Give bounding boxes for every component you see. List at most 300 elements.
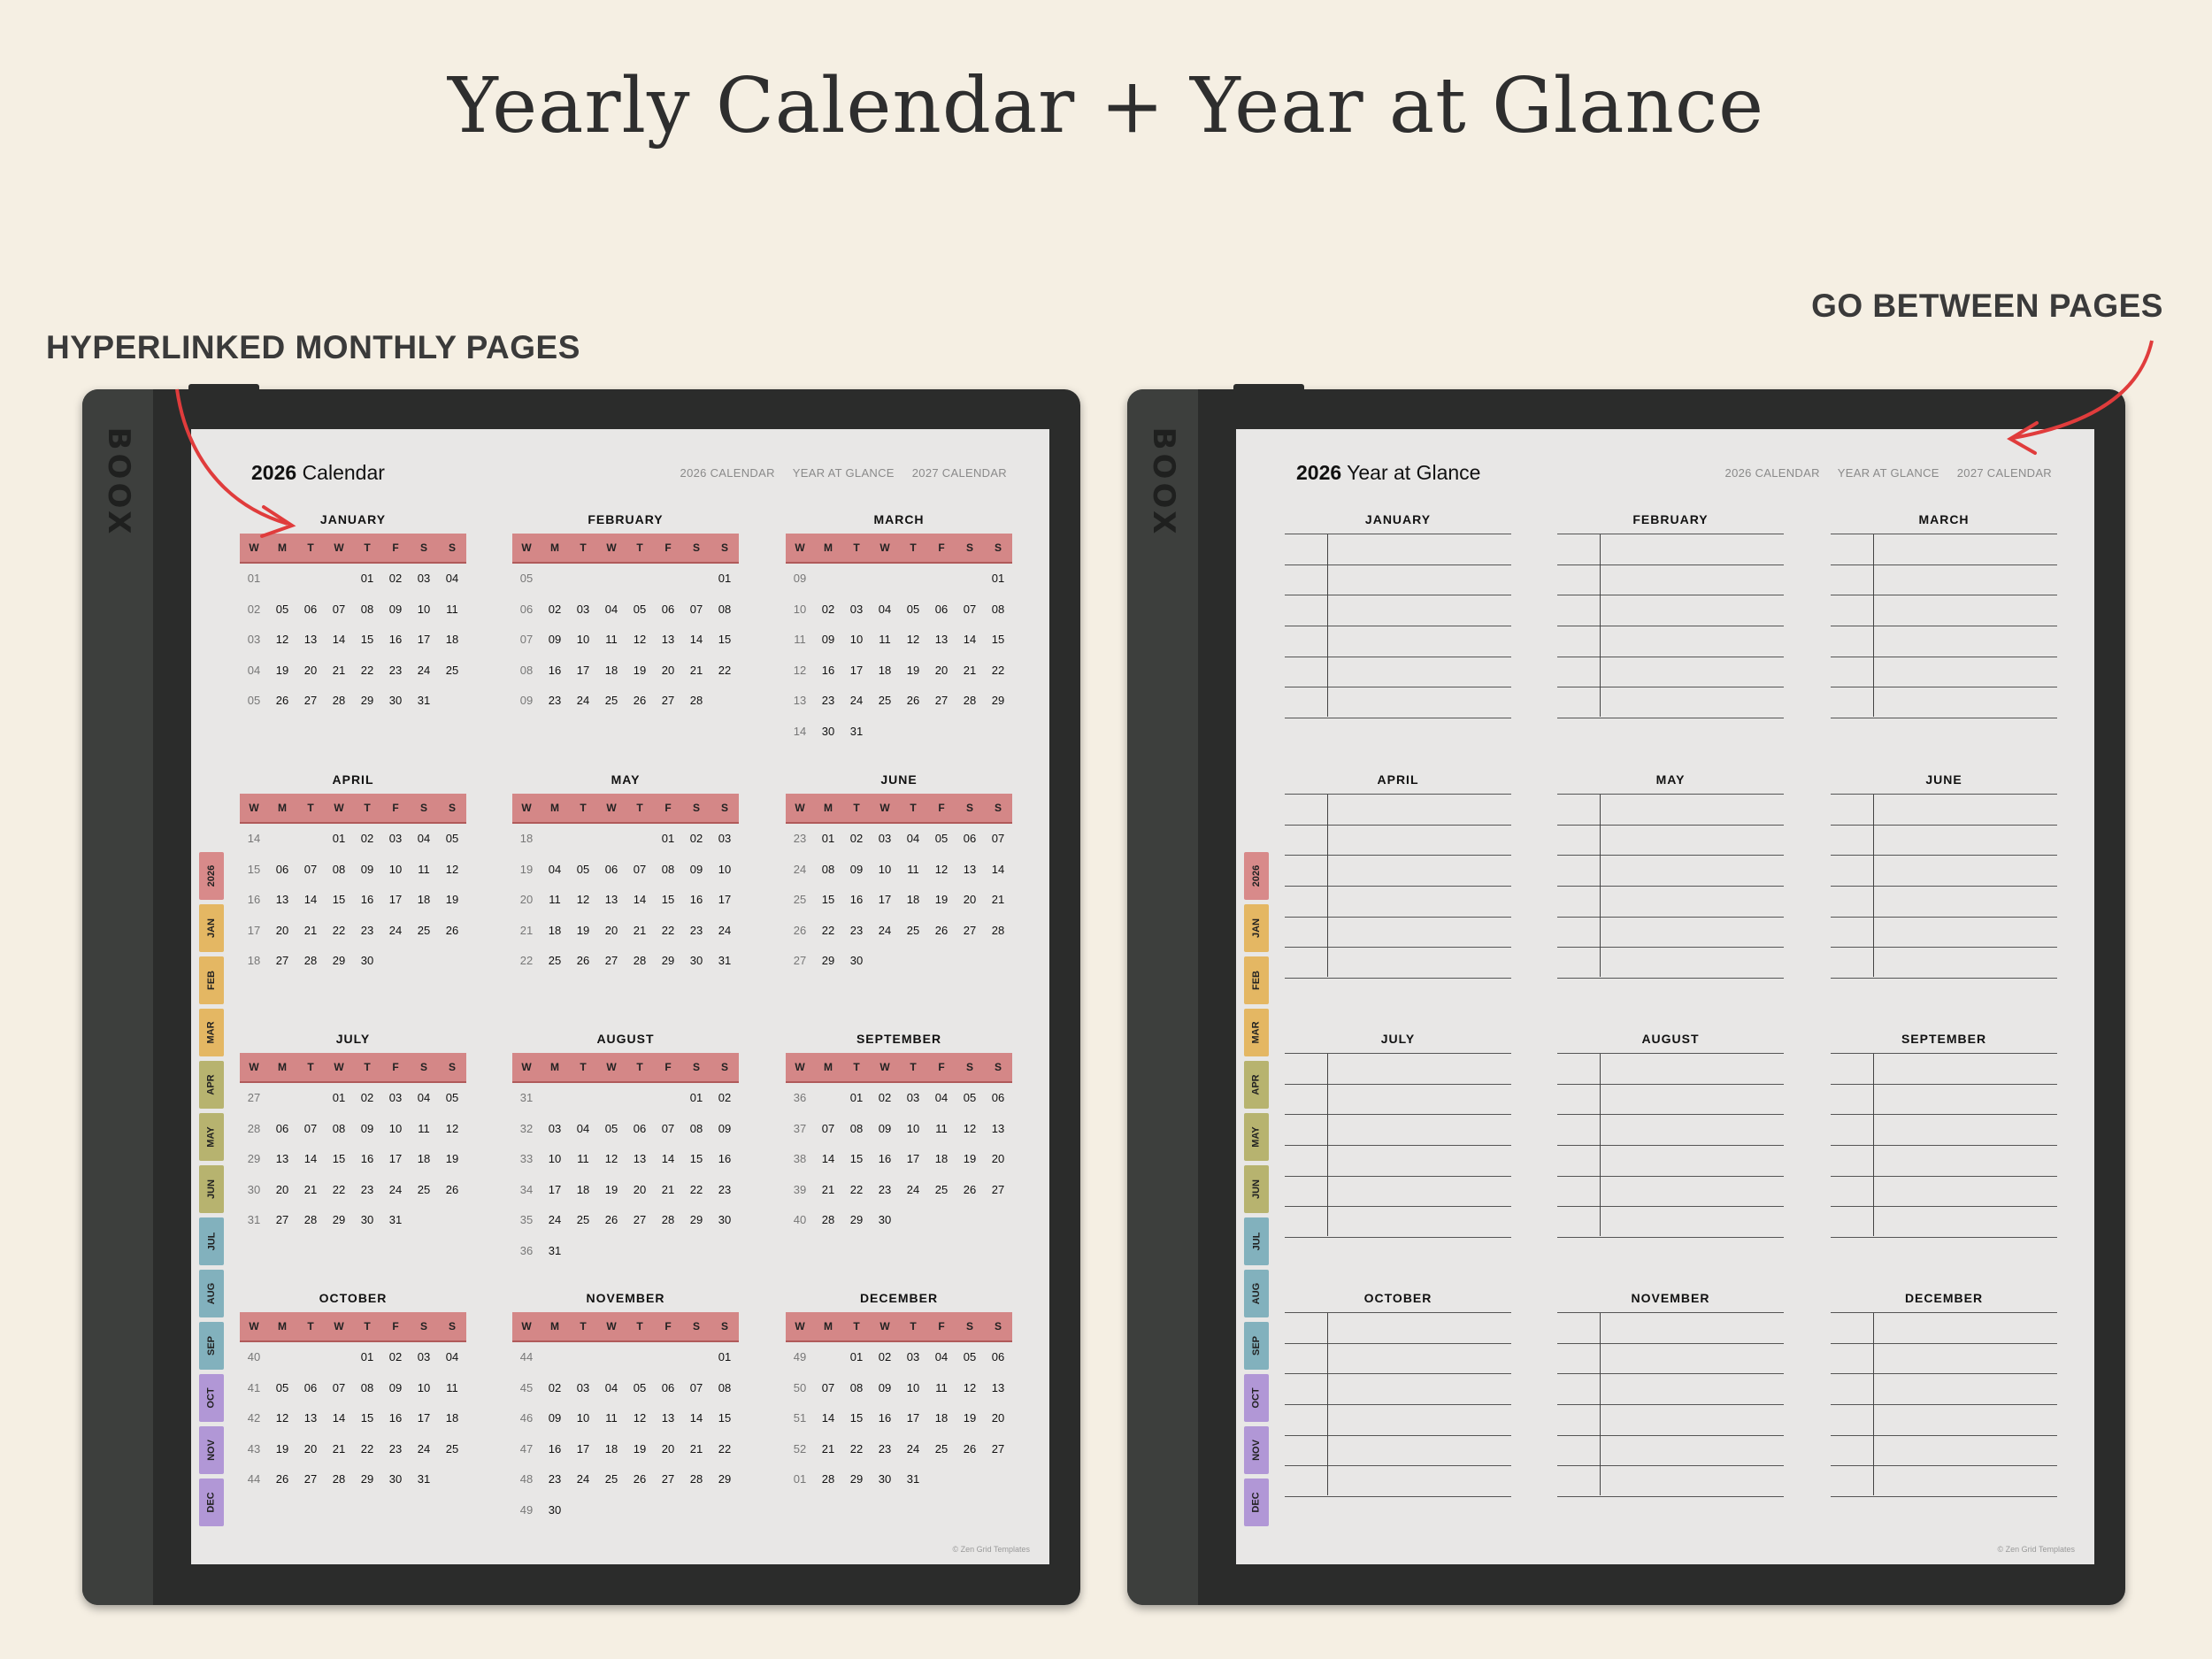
day-cell: 08 (360, 1380, 374, 1394)
day-cell: 22 (689, 1182, 703, 1196)
month-name[interactable]: SEPTEMBER (1901, 1032, 1987, 1046)
week-number[interactable]: 09 (519, 694, 534, 707)
week-number[interactable]: 11 (794, 633, 806, 646)
day-cell: 24 (388, 923, 403, 937)
writing-line (1285, 918, 1511, 949)
day-cell: 12 (963, 1380, 977, 1394)
tab-jan[interactable] (199, 904, 224, 952)
nav-link-2027-calendar[interactable]: 2027 CALENDAR (911, 466, 1007, 480)
month-name[interactable]: MAY (611, 772, 641, 787)
tab-sep[interactable] (1244, 1322, 1269, 1370)
tab-jul[interactable] (199, 1217, 224, 1265)
month-june[interactable] (786, 772, 1012, 977)
writing-lines[interactable] (1831, 1312, 2057, 1495)
day-cell: 17 (417, 1411, 431, 1425)
month-name[interactable]: FEBRUARY (588, 512, 664, 526)
month-name[interactable]: JANUARY (1364, 512, 1432, 526)
writing-line (1557, 534, 1784, 565)
week-number[interactable]: 44 (247, 1472, 261, 1486)
tab-sep[interactable] (199, 1322, 224, 1370)
day-cell: 03 (718, 832, 732, 845)
week-number[interactable]: 41 (247, 1380, 261, 1394)
week-number[interactable]: 09 (793, 572, 807, 585)
tab-dec[interactable] (1244, 1479, 1269, 1526)
glance-september[interactable] (1831, 1032, 2057, 1236)
day-cell (871, 564, 899, 595)
month-name[interactable]: JANUARY (319, 512, 387, 526)
day-cell: 17 (906, 1411, 920, 1425)
copyright: © Zen Grid Templates (1997, 1545, 2075, 1554)
writing-line (1831, 1054, 2057, 1085)
day-cell (899, 946, 927, 977)
glance-january[interactable] (1285, 512, 1511, 717)
glance-june[interactable] (1831, 772, 2057, 977)
tab-2026[interactable] (199, 852, 224, 900)
glance-july[interactable] (1285, 1032, 1511, 1236)
month-november[interactable] (512, 1291, 739, 1525)
day-cell: 16 (821, 663, 835, 677)
writing-line (1831, 1177, 2057, 1208)
month-october[interactable] (240, 1291, 466, 1495)
week-row (240, 1434, 466, 1465)
day-cell: 06 (661, 1380, 675, 1394)
week-number[interactable]: 48 (519, 1472, 534, 1486)
day-cell: 06 (963, 832, 977, 845)
day-cell (626, 1495, 654, 1526)
month-july[interactable] (240, 1032, 466, 1236)
day-cell (984, 717, 1012, 748)
day-cell: 29 (360, 1472, 374, 1486)
tab-may[interactable] (1244, 1113, 1269, 1161)
week-number[interactable]: 18 (247, 954, 261, 967)
weekday-label: W (249, 541, 259, 554)
month-tabs (199, 852, 226, 1531)
week-number[interactable]: 38 (793, 1152, 807, 1165)
week-number[interactable]: 45 (519, 1380, 534, 1394)
day-cell (899, 1205, 927, 1236)
tab-may[interactable] (199, 1113, 224, 1161)
tab-label: MAR (1251, 1021, 1262, 1044)
day-cell: 25 (878, 694, 892, 707)
day-cell: 28 (689, 1472, 703, 1486)
day-cell: 12 (275, 1411, 289, 1425)
month-name[interactable]: JULY (1380, 1032, 1416, 1046)
writing-lines[interactable] (1557, 534, 1784, 717)
month-name[interactable]: APRIL (332, 772, 374, 787)
day-cell (654, 1083, 682, 1114)
month-september[interactable] (786, 1032, 1012, 1236)
week-number[interactable]: 46 (519, 1411, 534, 1425)
weekday-label: S (994, 1061, 1002, 1073)
week-number[interactable]: 10 (793, 602, 807, 616)
glance-april[interactable] (1285, 772, 1511, 977)
week-number[interactable]: 19 (519, 862, 534, 876)
day-cell: 05 (963, 1350, 977, 1363)
day-cell: 02 (849, 832, 864, 845)
week-row (786, 1205, 1012, 1236)
week-number[interactable]: 08 (519, 663, 534, 677)
day-cell (956, 1464, 984, 1495)
week-number[interactable]: 03 (247, 633, 261, 646)
month-december[interactable] (786, 1291, 1012, 1495)
week-row (240, 1205, 466, 1236)
month-august[interactable] (512, 1032, 739, 1266)
day-cell: 19 (604, 1182, 618, 1196)
writing-line (1285, 948, 1511, 979)
week-number[interactable]: 44 (519, 1350, 534, 1363)
week-number[interactable]: 42 (247, 1411, 261, 1425)
month-name[interactable]: MARCH (1918, 512, 1970, 526)
nav-link-2027-calendar[interactable]: 2027 CALENDAR (1956, 466, 2052, 480)
week-number[interactable]: 01 (247, 572, 261, 585)
glance-march[interactable] (1831, 512, 2057, 717)
month-name[interactable]: APRIL (1377, 772, 1419, 787)
tab-apr[interactable] (1244, 1061, 1269, 1109)
writing-line (1557, 1207, 1784, 1238)
day-cell: 06 (633, 1121, 647, 1135)
week-number[interactable]: 31 (519, 1091, 534, 1104)
writing-line (1285, 626, 1511, 657)
week-number[interactable]: 05 (519, 572, 534, 585)
week-number[interactable]: 21 (519, 923, 534, 937)
day-cell: 28 (332, 694, 346, 707)
day-cell: 08 (718, 1380, 732, 1394)
writing-lines[interactable] (1285, 794, 1511, 977)
week-number[interactable]: 02 (247, 602, 261, 616)
week-number[interactable]: 50 (793, 1380, 807, 1394)
month-name[interactable]: OCTOBER (1363, 1291, 1432, 1305)
month-name[interactable]: SEPTEMBER (856, 1032, 942, 1046)
tab-nov[interactable] (199, 1426, 224, 1474)
day-cell: 15 (689, 1152, 703, 1165)
glance-november[interactable] (1557, 1291, 1784, 1495)
week-number[interactable]: 13 (793, 694, 807, 707)
writing-lines[interactable] (1285, 1053, 1511, 1236)
week-number[interactable]: 37 (793, 1121, 807, 1135)
week-number[interactable]: 28 (247, 1121, 261, 1135)
day-cell: 20 (661, 663, 675, 677)
week-number[interactable]: 20 (519, 893, 534, 906)
day-cell (268, 564, 296, 595)
week-number[interactable]: 36 (793, 1091, 807, 1104)
month-name[interactable]: DECEMBER (1904, 1291, 1984, 1305)
nav-link-2026-calendar[interactable]: 2026 CALENDAR (1724, 466, 1820, 480)
writing-lines[interactable] (1285, 534, 1511, 717)
tab-feb[interactable] (199, 956, 224, 1004)
day-cell: 13 (991, 1121, 1005, 1135)
month-name[interactable]: FEBRUARY (1632, 512, 1709, 526)
week-number[interactable]: 18 (519, 832, 534, 845)
tab-apr[interactable] (199, 1061, 224, 1109)
month-name[interactable]: JUNE (1925, 772, 1962, 787)
day-cell: 29 (849, 1472, 864, 1486)
month-name[interactable]: DECEMBER (859, 1291, 939, 1305)
week-number[interactable]: 26 (793, 923, 807, 937)
nav-link-year-at-glance[interactable]: YEAR AT GLANCE (1837, 466, 1939, 480)
month-name[interactable]: AUGUST (1641, 1032, 1700, 1046)
week-number[interactable]: 36 (519, 1243, 534, 1257)
day-cell: 24 (718, 923, 732, 937)
day-cell: 26 (934, 923, 949, 937)
month-name[interactable]: MAY (1655, 772, 1686, 787)
month-may[interactable] (512, 772, 739, 977)
day-cell: 16 (360, 893, 374, 906)
day-cell: 08 (849, 1121, 864, 1135)
week-number[interactable]: 23 (793, 832, 807, 845)
writing-line (1557, 856, 1784, 887)
weekday-label: S (965, 1320, 973, 1333)
tab-jun[interactable] (1244, 1165, 1269, 1213)
day-cell: 15 (718, 1411, 732, 1425)
month-name[interactable]: JULY (335, 1032, 371, 1046)
week-number[interactable]: 14 (247, 832, 261, 845)
tab-aug[interactable] (199, 1270, 224, 1317)
month-name[interactable]: MARCH (873, 512, 925, 526)
day-cell: 08 (849, 1380, 864, 1394)
weekday-label: W (249, 1061, 259, 1073)
tab-feb[interactable] (1244, 956, 1269, 1004)
week-number[interactable]: 33 (519, 1152, 534, 1165)
week-number[interactable]: 34 (519, 1182, 534, 1196)
day-cell (597, 824, 626, 855)
day-cell: 27 (275, 1213, 289, 1226)
week-number[interactable]: 32 (519, 1121, 534, 1135)
week-number[interactable]: 16 (247, 893, 261, 906)
week-number[interactable]: 06 (519, 602, 534, 616)
week-number[interactable]: 05 (247, 694, 261, 707)
week-number[interactable]: 40 (793, 1213, 807, 1226)
week-number[interactable]: 51 (793, 1411, 807, 1425)
writing-line (1285, 1466, 1511, 1497)
day-cell: 02 (360, 1091, 374, 1104)
weekday-label: S (419, 1061, 427, 1073)
day-cell: 07 (303, 862, 318, 876)
day-cell: 06 (991, 1350, 1005, 1363)
writing-line (1557, 1115, 1784, 1146)
writing-lines[interactable] (1831, 1053, 2057, 1236)
writing-lines[interactable] (1557, 794, 1784, 977)
glance-may[interactable] (1557, 772, 1784, 977)
day-cell (814, 564, 842, 595)
day-cell: 13 (991, 1380, 1005, 1394)
day-cell: 08 (332, 1121, 346, 1135)
day-cell: 28 (633, 954, 647, 967)
tab-oct[interactable] (1244, 1374, 1269, 1422)
tab-label: NOV (1251, 1440, 1262, 1461)
tab-label: AUG (205, 1282, 217, 1305)
week-row (786, 946, 1012, 977)
glance-february[interactable] (1557, 512, 1784, 717)
day-cell: 04 (604, 1380, 618, 1394)
page-title: Yearly Calendar + Year at Glance (447, 62, 1765, 150)
week-row (512, 1495, 739, 1526)
day-cell: 16 (878, 1411, 892, 1425)
writing-lines[interactable] (1557, 1312, 1784, 1495)
weekday-label: T (307, 802, 314, 814)
weekday-label: W (795, 1061, 805, 1073)
week-number[interactable]: 40 (247, 1350, 261, 1363)
weekday-label: W (795, 802, 805, 814)
day-cell: 14 (633, 893, 647, 906)
nav-link-year-at-glance[interactable]: YEAR AT GLANCE (792, 466, 895, 480)
day-cell: 23 (849, 923, 864, 937)
tab-oct[interactable] (199, 1374, 224, 1422)
copyright: © Zen Grid Templates (952, 1545, 1030, 1554)
day-cell: 18 (604, 1441, 618, 1455)
week-row (786, 564, 1012, 595)
day-cell: 30 (689, 954, 703, 967)
date-column-divider (1873, 795, 1874, 977)
writing-line (1831, 595, 2057, 626)
day-cell: 11 (577, 1152, 589, 1165)
day-cell: 03 (388, 1091, 403, 1104)
week-number[interactable]: 24 (793, 862, 807, 876)
week-number[interactable]: 47 (519, 1441, 534, 1455)
week-row (786, 656, 1012, 687)
week-row (240, 656, 466, 687)
week-row (512, 855, 739, 886)
day-cell: 04 (878, 602, 892, 616)
week-row (512, 1403, 739, 1434)
weekday-label: M (550, 541, 559, 554)
week-number[interactable]: 49 (793, 1350, 807, 1363)
day-cell: 30 (360, 1213, 374, 1226)
day-cell: 29 (821, 954, 835, 967)
tab-mar[interactable] (1244, 1009, 1269, 1056)
month-february[interactable] (512, 512, 739, 717)
week-number[interactable]: 52 (793, 1441, 807, 1455)
day-cell (871, 717, 899, 748)
day-cell (410, 1205, 438, 1236)
week-number[interactable]: 22 (519, 954, 534, 967)
month-tabs (1244, 852, 1271, 1531)
day-cell (710, 1236, 739, 1267)
day-cell: 16 (718, 1152, 732, 1165)
week-number[interactable]: 30 (247, 1182, 261, 1196)
week-number[interactable]: 29 (247, 1152, 261, 1165)
day-cell: 07 (991, 832, 1005, 845)
writing-lines[interactable] (1831, 534, 2057, 717)
tab-label: DEC (1250, 1492, 1262, 1513)
week-number[interactable]: 27 (247, 1091, 261, 1104)
day-cell: 03 (906, 1091, 920, 1104)
week-number[interactable]: 14 (793, 724, 807, 738)
day-cell: 03 (388, 832, 403, 845)
date-column-divider (1873, 1313, 1874, 1495)
week-number[interactable]: 15 (247, 862, 261, 876)
week-number[interactable]: 49 (519, 1502, 534, 1517)
day-cell: 13 (303, 633, 318, 646)
writing-lines[interactable] (1831, 794, 2057, 977)
weekday-label: S (448, 1061, 456, 1073)
weekday-label: T (580, 1061, 587, 1073)
month-name[interactable]: NOVEMBER (1631, 1291, 1710, 1305)
day-cell (381, 946, 410, 977)
month-april[interactable] (240, 772, 466, 977)
tab-dec[interactable] (199, 1479, 224, 1526)
weekday-label: T (853, 1320, 860, 1333)
day-cell: 06 (661, 602, 675, 616)
tab-jul[interactable] (1244, 1217, 1269, 1265)
week-row (240, 946, 466, 977)
writing-lines[interactable] (1285, 1312, 1511, 1495)
month-name[interactable]: AUGUST (596, 1032, 655, 1046)
glance-august[interactable] (1557, 1032, 1784, 1236)
day-cell: 02 (878, 1350, 892, 1363)
week-number[interactable]: 27 (793, 954, 807, 967)
day-cell: 18 (934, 1152, 949, 1165)
power-button (1233, 384, 1304, 391)
day-cell: 27 (991, 1182, 1005, 1196)
month-march[interactable] (786, 512, 1012, 747)
week-row (240, 1144, 466, 1175)
nav-link-2026-calendar[interactable]: 2026 CALENDAR (680, 466, 775, 480)
tab-nov[interactable] (1244, 1426, 1269, 1474)
day-cell: 28 (821, 1213, 835, 1226)
day-cell: 29 (849, 1213, 864, 1226)
month-name[interactable]: NOVEMBER (586, 1291, 665, 1305)
day-cell (268, 1342, 296, 1373)
week-number[interactable]: 01 (793, 1472, 807, 1486)
day-cell: 30 (849, 954, 864, 967)
day-cell: 18 (548, 923, 562, 937)
tablet-device-calendar (82, 389, 1080, 1605)
week-number[interactable]: 31 (247, 1213, 261, 1226)
glance-october[interactable] (1285, 1291, 1511, 1495)
weekday-header (240, 534, 466, 564)
writing-line (1557, 918, 1784, 949)
day-cell: 27 (604, 954, 618, 967)
writing-line (1831, 795, 2057, 826)
month-january[interactable] (240, 512, 466, 717)
week-number[interactable]: 35 (519, 1213, 534, 1226)
day-cell: 02 (388, 572, 403, 585)
tab-jan[interactable] (1244, 904, 1269, 952)
tab-label: APR (1250, 1074, 1262, 1095)
writing-line (1831, 1146, 2057, 1177)
day-cell: 07 (661, 1121, 675, 1135)
day-cell (325, 564, 353, 595)
week-number[interactable]: 07 (519, 633, 534, 646)
week-number[interactable]: 04 (247, 663, 261, 677)
day-cell: 17 (906, 1152, 920, 1165)
week-number[interactable]: 17 (247, 923, 261, 937)
week-number[interactable]: 43 (247, 1441, 261, 1455)
week-number[interactable]: 25 (793, 893, 807, 906)
day-cell: 10 (417, 602, 431, 616)
weekday-label: S (965, 541, 973, 554)
week-number[interactable]: 39 (793, 1182, 807, 1196)
week-number[interactable]: 12 (793, 663, 807, 677)
tab-2026[interactable] (1244, 852, 1269, 900)
month-name[interactable]: JUNE (880, 772, 918, 787)
day-cell: 04 (417, 832, 431, 845)
week-row (512, 1175, 739, 1206)
glance-december[interactable] (1831, 1291, 2057, 1495)
tab-mar[interactable] (199, 1009, 224, 1056)
weekday-header (240, 794, 466, 824)
month-name[interactable]: OCTOBER (319, 1291, 388, 1305)
week-row (512, 1144, 739, 1175)
day-cell: 06 (303, 602, 318, 616)
weekday-label: M (278, 1320, 287, 1333)
writing-lines[interactable] (1557, 1053, 1784, 1236)
week-row (512, 686, 739, 717)
tab-jun[interactable] (199, 1165, 224, 1213)
day-cell (296, 564, 325, 595)
tab-label: MAY (1251, 1126, 1262, 1148)
tab-aug[interactable] (1244, 1270, 1269, 1317)
